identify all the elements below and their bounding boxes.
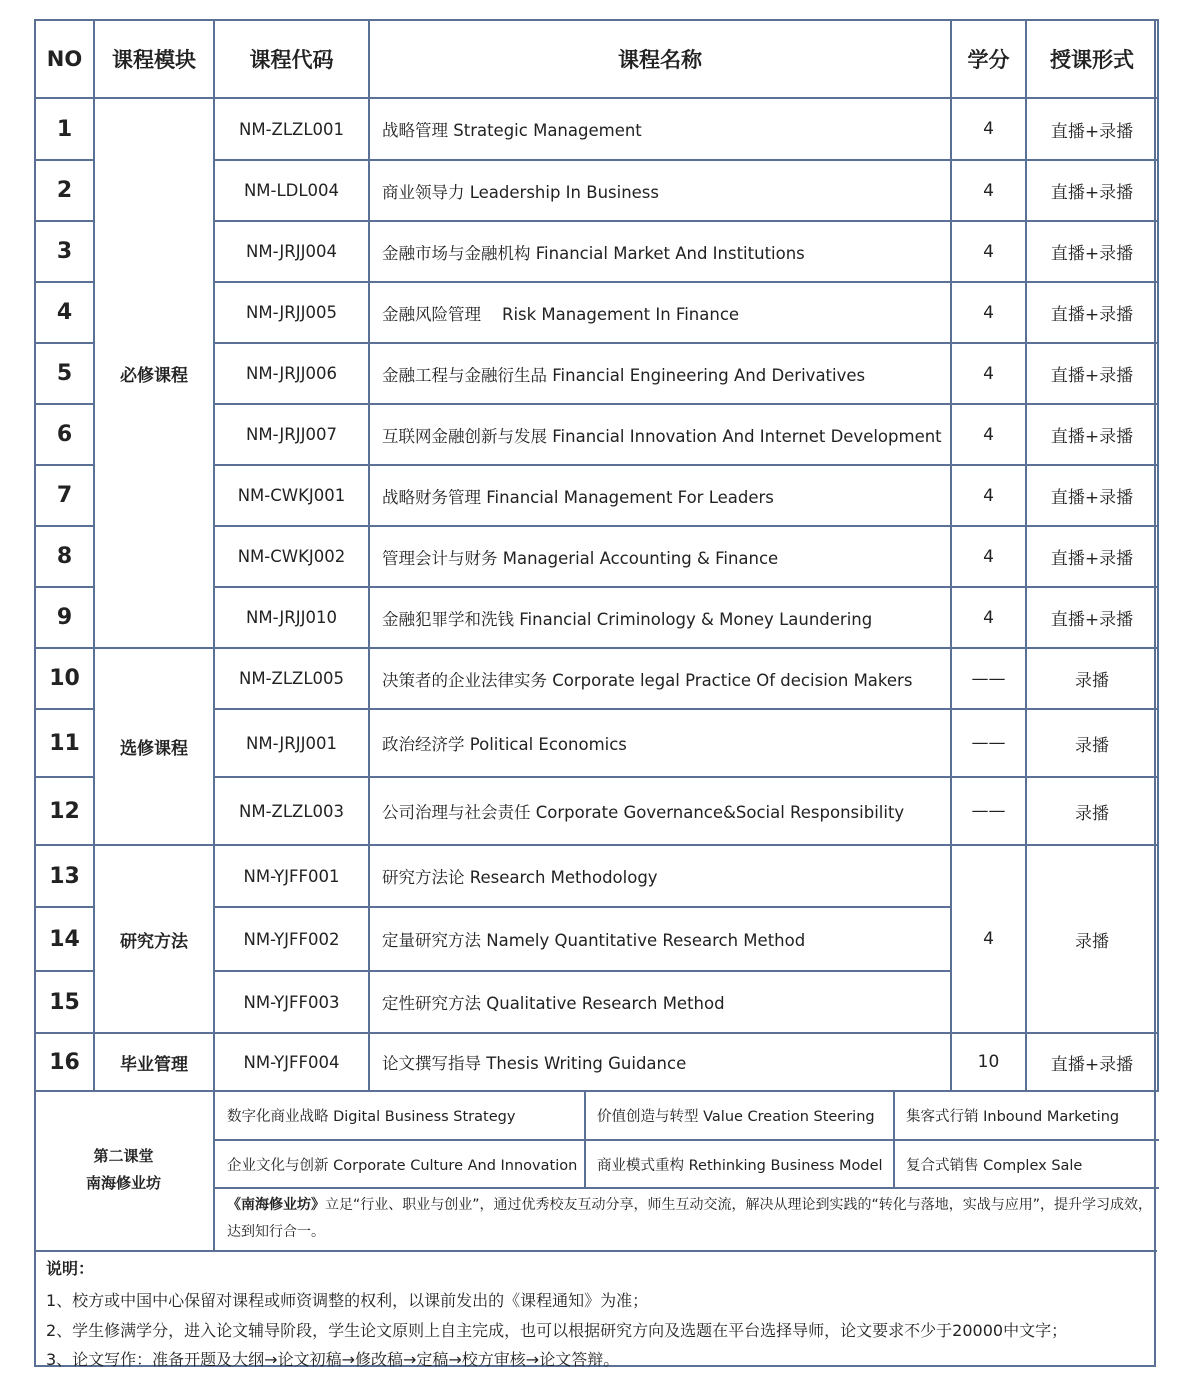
course-credit: 4 xyxy=(951,160,1026,221)
course-format: 直播+录播 xyxy=(1026,587,1158,648)
note-line: 3、论文写作：准备开题及大纲→论文初稿→修改稿→定稿→校方审核→论文答辩。 xyxy=(46,1350,620,1369)
row-no: 8 xyxy=(35,526,94,587)
course-code: NM-JRJJ010 xyxy=(214,587,369,648)
course-name: 战略管理 Strategic Management xyxy=(369,98,951,160)
workshop-intro xyxy=(227,1192,1152,1246)
course-name: 政治经济学 Political Economics xyxy=(369,709,951,777)
course-code: NM-JRJJ004 xyxy=(214,221,369,282)
workshop-item: 价值创造与转型 Value Creation Steering xyxy=(597,1108,875,1125)
course-credit: 4 xyxy=(951,282,1026,343)
course-name: 研究方法论 Research Methodology xyxy=(369,845,951,907)
divider xyxy=(215,1187,1159,1189)
course-credit: 4 xyxy=(951,465,1026,526)
divider xyxy=(215,1139,1159,1141)
course-credit: —— xyxy=(951,777,1026,845)
module-required: 必修课程 xyxy=(94,98,214,648)
course-credit: 4 xyxy=(951,343,1026,404)
header-name: 课程名称 xyxy=(369,20,951,98)
row-no: 6 xyxy=(35,404,94,465)
row-no: 10 xyxy=(35,648,94,709)
course-code: NM-ZLZL003 xyxy=(214,777,369,845)
second-class-label xyxy=(34,1090,213,1250)
course-code: NM-CWKJ002 xyxy=(214,526,369,587)
course-format: 直播+录播 xyxy=(1026,404,1158,465)
row-no: 3 xyxy=(35,221,94,282)
course-credit: 4 xyxy=(951,98,1026,160)
divider xyxy=(893,1090,895,1188)
row-no: 15 xyxy=(35,971,94,1033)
course-code: NM-JRJJ006 xyxy=(214,343,369,404)
row-no: 1 xyxy=(35,98,94,160)
course-code: NM-YJFF002 xyxy=(214,907,369,971)
course-credit: —— xyxy=(951,709,1026,777)
module-elective: 选修课程 xyxy=(94,648,214,845)
course-format: 直播+录播 xyxy=(1026,221,1158,282)
course-format: 录播 xyxy=(1026,777,1158,845)
course-name: 金融市场与金融机构 Financial Market And Institutions xyxy=(369,221,951,282)
notes-section xyxy=(34,1250,1157,1367)
course-name: 金融风险管理 Risk Management In Finance xyxy=(369,282,951,343)
course-format: 直播+录播 xyxy=(1026,98,1158,160)
course-name: 互联网金融创新与发展 Financial Innovation And Internet Development xyxy=(369,404,951,465)
course-name: 论文撰写指导 Thesis Writing Guidance xyxy=(369,1033,951,1091)
course-code: NM-LDL004 xyxy=(214,160,369,221)
row-no: 7 xyxy=(35,465,94,526)
course-code: NM-YJFF001 xyxy=(214,845,369,907)
workshop-item: 商业模式重构 Rethinking Business Model xyxy=(597,1157,883,1174)
divider xyxy=(584,1090,586,1188)
course-code: NM-CWKJ001 xyxy=(214,465,369,526)
module-research: 研究方法 xyxy=(94,845,214,1033)
note-line: 2、学生修满学分，进入论文辅导阶段，学生论文原则上自主完成，也可以根据研究方向及选题在平台选择导师，论文要求不少于20000中文字； xyxy=(46,1320,1068,1340)
course-name: 战略财务管理 Financial Management For Leaders xyxy=(369,465,951,526)
second-class-label-line1: 第二课堂 xyxy=(93,1147,154,1165)
course-name: 公司治理与社会责任 Corporate Governance&Social Responsibility xyxy=(369,777,951,845)
course-credit: 10 xyxy=(951,1033,1026,1091)
course-format: 直播+录播 xyxy=(1026,526,1158,587)
course-code: NM-JRJJ001 xyxy=(214,709,369,777)
row-no: 9 xyxy=(35,587,94,648)
course-format: 录播 xyxy=(1026,648,1158,709)
row-no: 12 xyxy=(35,777,94,845)
research-credit: 4 xyxy=(951,845,1026,1033)
note-line: 1、校方或中国中心保留对课程或师资调整的权利，以课前发出的《课程通知》为准； xyxy=(46,1291,649,1310)
second-class-grid xyxy=(213,1090,1157,1250)
course-code: NM-YJFF003 xyxy=(214,971,369,1033)
row-no: 2 xyxy=(35,160,94,221)
course-name: 金融犯罪学和洗钱 Financial Criminology & Money Laundering xyxy=(369,587,951,648)
course-format: 直播+录播 xyxy=(1026,160,1158,221)
header-code: 课程代码 xyxy=(214,20,369,98)
workshop-item: 复合式销售 Complex Sale xyxy=(906,1157,1083,1174)
course-credit: 4 xyxy=(951,221,1026,282)
workshop-intro-title: 《南海修业坊》 xyxy=(227,1197,325,1213)
course-format: 直播+录播 xyxy=(1026,1033,1158,1091)
course-name: 管理会计与财务 Managerial Accounting & Finance xyxy=(369,526,951,587)
workshop-item: 企业文化与创新 Corporate Culture And Innovation xyxy=(227,1157,578,1174)
course-credit: 4 xyxy=(951,404,1026,465)
course-name: 定量研究方法 Namely Quantitative Research Method xyxy=(369,907,951,971)
course-code: NM-YJFF004 xyxy=(214,1033,369,1091)
header-no: NO xyxy=(35,20,94,98)
workshop-item: 数字化商业战略 Digital Business Strategy xyxy=(227,1108,516,1125)
course-code: NM-JRJJ005 xyxy=(214,282,369,343)
course-format: 直播+录播 xyxy=(1026,465,1158,526)
row-no: 5 xyxy=(35,343,94,404)
row-no: 16 xyxy=(35,1033,94,1091)
notes-title: 说明： xyxy=(46,1259,95,1278)
course-format: 录播 xyxy=(1026,709,1158,777)
course-code: NM-ZLZL001 xyxy=(214,98,369,160)
research-format: 录播 xyxy=(1026,845,1158,1033)
course-credit: 4 xyxy=(951,587,1026,648)
course-name: 定性研究方法 Qualitative Research Method xyxy=(369,971,951,1033)
row-no: 11 xyxy=(35,709,94,777)
header-format: 授课形式 xyxy=(1026,20,1158,98)
row-no: 13 xyxy=(35,845,94,907)
course-format: 直播+录播 xyxy=(1026,343,1158,404)
workshop-item: 集客式行销 Inbound Marketing xyxy=(906,1108,1120,1125)
course-credit: —— xyxy=(951,648,1026,709)
row-no: 14 xyxy=(35,907,94,971)
course-format: 直播+录播 xyxy=(1026,282,1158,343)
course-credit: 4 xyxy=(951,526,1026,587)
course-name: 金融工程与金融衍生品 Financial Engineering And Derivatives xyxy=(369,343,951,404)
second-class-section xyxy=(34,1090,1157,1250)
second-class-label-line2: 南海修业坊 xyxy=(85,1174,161,1192)
workshop-intro-text: 立足“行业、职业与创业”，通过优秀校友互动分享，师生互动交流，解决从理论到实践的“转化与落地，实战与应用”，提升学习成效，达到知行合一。 xyxy=(227,1197,1153,1240)
course-name: 决策者的企业法律实务 Corporate legal Practice Of decision Makers xyxy=(369,648,951,709)
header-credit: 学分 xyxy=(951,20,1026,98)
course-name: 商业领导力 Leadership In Business xyxy=(369,160,951,221)
module-graduation: 毕业管理 xyxy=(94,1033,214,1091)
header-module: 课程模块 xyxy=(94,20,214,98)
course-code: NM-ZLZL005 xyxy=(214,648,369,709)
row-no: 4 xyxy=(35,282,94,343)
course-code: NM-JRJJ007 xyxy=(214,404,369,465)
